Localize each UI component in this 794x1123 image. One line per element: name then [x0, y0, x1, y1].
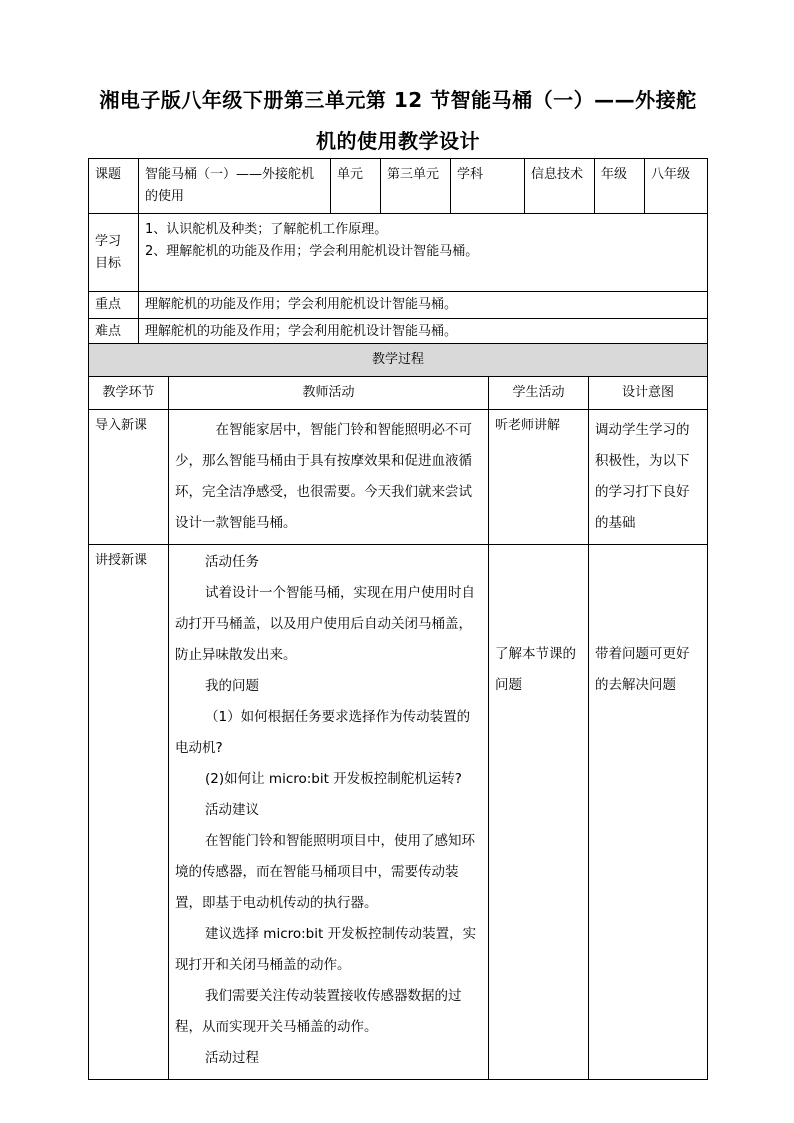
- lecture-question-1: （1）如何根据任务要求选择作为传动装置的电动机?: [175, 709, 471, 756]
- lecture-question-2: (2)如何让 micro:bit 开发板控制舵机运转?: [205, 771, 462, 787]
- lecture-heading-questions: 我的问题: [205, 678, 259, 694]
- spacer: [595, 547, 701, 639]
- header-stage: 教学环节: [89, 377, 169, 410]
- header-teacher-activity: 教师活动: [169, 377, 489, 410]
- label-goals: 学习目标: [89, 214, 139, 292]
- lecture-heading-task: 活动任务: [205, 554, 259, 570]
- header-design-intent: 设计意图: [589, 377, 708, 410]
- intro-teacher-activity: [169, 410, 489, 545]
- intro-teacher-text: 在智能家居中，智能门铃和智能照明必不可少，那么智能马桶由于具有按摩效果和促进血液循环，完全洁净感受，也很需要。今天我们就来尝试设计一款智能马桶。: [175, 422, 472, 531]
- topic-value: 智能马桶（一）——外接舵机的使用: [139, 159, 331, 214]
- label-key-points: 重点: [89, 292, 139, 319]
- lecture-heading-suggestions: 活动建议: [205, 802, 259, 818]
- intro-stage: 导入新课: [89, 410, 169, 545]
- header-student-activity: 学生活动: [489, 377, 589, 410]
- teaching-process-table: [88, 343, 708, 1080]
- difficult-points-value: 理解舵机的功能及作用；学会利用舵机设计智能马桶。: [139, 319, 708, 346]
- teaching-process-band: 教学过程: [89, 344, 708, 377]
- lecture-stage: 讲授新课: [89, 545, 169, 1080]
- lecture-task-text: 试着设计一个智能马桶，实现在用户使用时自动打开马桶盖，以及用户使用后自动关闭马桶盖，防止异味散发出来。: [175, 585, 475, 663]
- lecture-intent-text: 带着问题可更好的去解决问题: [595, 646, 690, 693]
- lecture-suggestion-3: 我们需要关注传动装置接收传感器数据的过程，从而实现开关马桶盖的动作。: [175, 988, 462, 1035]
- goals-value: [139, 214, 708, 292]
- label-grade: 年级: [595, 159, 645, 214]
- label-subject: 学科: [451, 159, 525, 214]
- lesson-info-table: [88, 158, 708, 346]
- subject-value: 信息技术: [525, 159, 595, 214]
- intro-design-intent: 调动学生学习的积极性，为以下的学习打下良好的基础: [589, 410, 708, 545]
- intro-student-activity: 听老师讲解: [489, 410, 589, 545]
- lecture-suggestion-2: 建议选择 micro:bit 开发板控制传动装置，实现打开和关闭马桶盖的动作。: [175, 926, 477, 973]
- label-topic: 课题: [89, 159, 139, 214]
- unit-value: 第三单元: [381, 159, 451, 214]
- lecture-student-text: 了解本节课的问题: [495, 646, 576, 693]
- lecture-design-intent: [589, 545, 708, 1080]
- goal-2: 2、理解舵机的功能及作用；学会利用舵机设计智能马桶。: [145, 244, 479, 259]
- lecture-suggestion-1: 在智能门铃和智能照明项目中，使用了感知环境的传感器，而在智能马桶项目中，需要传动装置，即基于电动机传动的执行器。: [175, 833, 475, 911]
- spacer: [495, 547, 582, 639]
- goal-1: 1、认识舵机及种类；了解舵机工作原理。: [145, 222, 388, 237]
- document-title-line-2: 机的使用教学设计: [316, 129, 480, 153]
- document-title-line-1: 湘电子版八年级下册第三单元第 12 节智能马桶（一）——外接舵: [99, 88, 697, 112]
- lecture-teacher-activity: [169, 545, 489, 1080]
- label-unit: 单元: [331, 159, 381, 214]
- lecture-student-activity: [489, 545, 589, 1080]
- key-points-value: 理解舵机的功能及作用；学会利用舵机设计智能马桶。: [139, 292, 708, 319]
- label-difficult-points: 难点: [89, 319, 139, 346]
- grade-value: 八年级: [645, 159, 708, 214]
- lecture-heading-process: 活动过程: [205, 1050, 259, 1066]
